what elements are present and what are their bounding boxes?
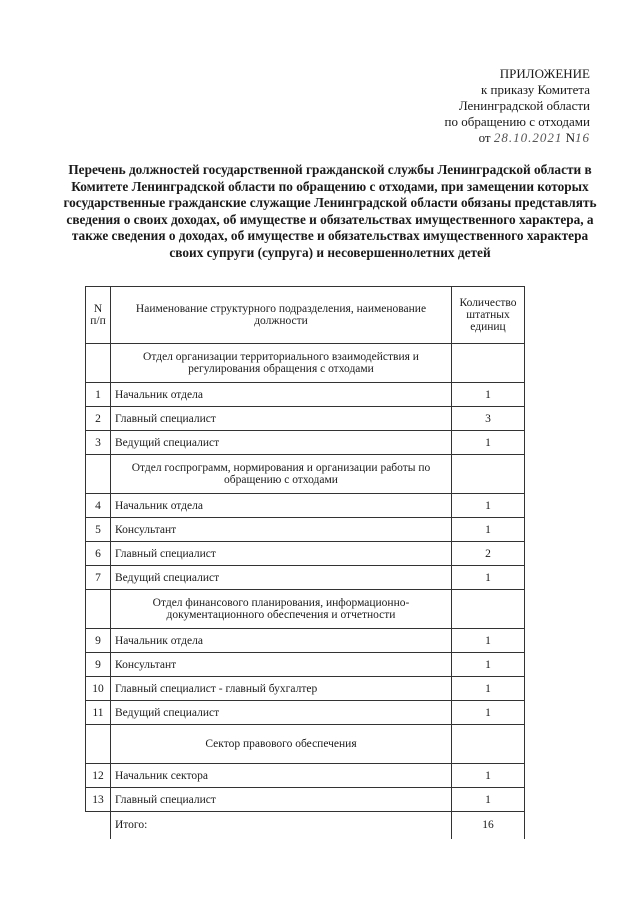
row-count: 1 bbox=[452, 494, 525, 518]
table-row bbox=[86, 494, 525, 518]
table-row bbox=[86, 407, 525, 431]
row-num: 13 bbox=[86, 788, 111, 812]
row-num: 11 bbox=[86, 701, 111, 725]
row-count: 1 bbox=[452, 764, 525, 788]
row-position: Начальник отдела bbox=[111, 494, 452, 518]
total-label: Итого: bbox=[111, 812, 452, 839]
section-row bbox=[86, 344, 525, 383]
row-num: 3 bbox=[86, 431, 111, 455]
row-num: 6 bbox=[86, 542, 111, 566]
header-num: N п/п bbox=[86, 287, 111, 344]
row-position: Консультант bbox=[111, 653, 452, 677]
table-row bbox=[86, 518, 525, 542]
row-count: 1 bbox=[452, 629, 525, 653]
row-num: 5 bbox=[86, 518, 111, 542]
table-row bbox=[86, 701, 525, 725]
appendix-committee-line: по обращению с отходами bbox=[444, 114, 590, 129]
table-row bbox=[86, 431, 525, 455]
table-row bbox=[86, 542, 525, 566]
table-row bbox=[86, 566, 525, 590]
section-title: Отдел финансового планирования, информационно-документационного обеспечения и отчетности bbox=[111, 590, 452, 629]
table-row bbox=[86, 788, 525, 812]
appendix-region-line: Ленинградской области bbox=[458, 98, 590, 113]
table-row bbox=[86, 677, 525, 701]
section-num-cell bbox=[86, 725, 111, 764]
row-position: Главный специалист bbox=[111, 788, 452, 812]
handwritten-date: 28.10.2021 bbox=[493, 130, 563, 145]
section-count-cell bbox=[452, 344, 525, 383]
row-count: 2 bbox=[452, 542, 525, 566]
row-count: 1 bbox=[452, 788, 525, 812]
appendix-header bbox=[445, 66, 590, 146]
section-count-cell bbox=[452, 455, 525, 494]
row-count: 1 bbox=[452, 677, 525, 701]
table-row bbox=[86, 764, 525, 788]
handwritten-number: 16 bbox=[575, 130, 590, 145]
row-num: 9 bbox=[86, 653, 111, 677]
row-position: Начальник сектора bbox=[111, 764, 452, 788]
section-num-cell bbox=[86, 590, 111, 629]
row-num: 4 bbox=[86, 494, 111, 518]
row-position: Главный специалист bbox=[111, 407, 452, 431]
section-num-cell bbox=[86, 344, 111, 383]
section-count-cell bbox=[452, 590, 525, 629]
table-header-row bbox=[86, 287, 525, 344]
section-row bbox=[86, 455, 525, 494]
row-count: 1 bbox=[452, 566, 525, 590]
row-position: Начальник отдела bbox=[111, 383, 452, 407]
appendix-order-line: к приказу Комитета bbox=[480, 82, 590, 97]
row-position: Главный специалист - главный бухгалтер bbox=[111, 677, 452, 701]
row-count: 1 bbox=[452, 653, 525, 677]
section-count-cell bbox=[452, 725, 525, 764]
table-row bbox=[86, 653, 525, 677]
section-num-cell bbox=[86, 455, 111, 494]
section-title: Отдел госпрограмм, нормирования и организации работы по обращению с отходами bbox=[111, 455, 452, 494]
row-position: Ведущий специалист bbox=[111, 566, 452, 590]
row-num: 1 bbox=[86, 383, 111, 407]
header-name: Наименование структурного подразделения, наименование должности bbox=[111, 287, 452, 344]
row-num: 9 bbox=[86, 629, 111, 653]
number-prefix: N bbox=[565, 130, 575, 145]
positions-table bbox=[85, 286, 525, 839]
table-row bbox=[86, 383, 525, 407]
document-title: Перечень должностей государственной гражданской службы Ленинградской области в Комитете Ленинградской области по обращению с отходами, при замещении которых государственные гражданские служащие Ленинградской области обязаны представлять сведения о своих доходах, об имуществе и обязательствах имущественного характера, а также сведения о доходах, об имуществе и обязательствах имущественного характера своих супруги (супруга) и несовершеннолетних детей bbox=[63, 162, 597, 260]
row-num: 7 bbox=[86, 566, 111, 590]
row-position: Главный специалист bbox=[111, 542, 452, 566]
row-count: 1 bbox=[452, 383, 525, 407]
row-count: 3 bbox=[452, 407, 525, 431]
total-num-cell bbox=[86, 812, 111, 839]
row-count: 1 bbox=[452, 701, 525, 725]
section-row bbox=[86, 725, 525, 764]
section-title: Сектор правового обеспечения bbox=[111, 725, 452, 764]
row-count: 1 bbox=[452, 518, 525, 542]
row-position: Начальник отдела bbox=[111, 629, 452, 653]
date-prefix: от bbox=[478, 130, 491, 145]
table-row bbox=[86, 629, 525, 653]
row-num: 2 bbox=[86, 407, 111, 431]
row-count: 1 bbox=[452, 431, 525, 455]
total-count: 16 bbox=[452, 812, 525, 839]
total-row bbox=[86, 812, 525, 839]
header-count: Количество штатных единиц bbox=[452, 287, 525, 344]
section-title: Отдел организации территориального взаимодействия и регулирования обращения с отходами bbox=[111, 344, 452, 383]
row-position: Ведущий специалист bbox=[111, 701, 452, 725]
row-position: Ведущий специалист bbox=[111, 431, 452, 455]
section-row bbox=[86, 590, 525, 629]
row-position: Консультант bbox=[111, 518, 452, 542]
appendix-title: ПРИЛОЖЕНИЕ bbox=[499, 66, 590, 81]
row-num: 12 bbox=[86, 764, 111, 788]
appendix-date-line bbox=[445, 130, 590, 146]
row-num: 10 bbox=[86, 677, 111, 701]
